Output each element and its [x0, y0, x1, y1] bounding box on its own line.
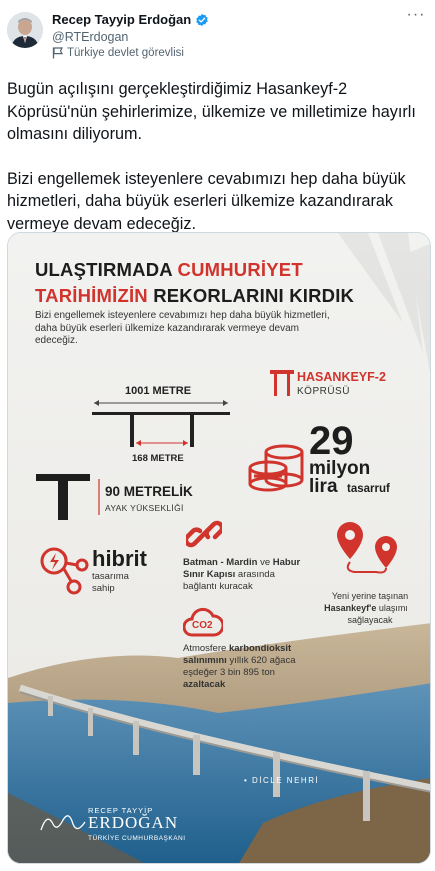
- savings-unit-lira: lira: [309, 476, 338, 497]
- route-line-1: [183, 557, 300, 569]
- co2-line-2: [183, 655, 295, 667]
- signature-title: TÜRKİYE CUMHURBAŞKANI: [88, 835, 186, 842]
- infographic-subtitle: Bizi engellemek isteyenlere cevabımızı hep daha büyük hizmetleri, daha büyük eserleri ülkemize kazandırarak vermeye devam edeceğiz.: [35, 310, 330, 346]
- tweet-text: [7, 78, 425, 235]
- title-line1-red: CUMHURİYET: [177, 259, 303, 280]
- tweet-media-infographic[interactable]: [7, 232, 431, 864]
- infographic-title-line-1: [35, 259, 303, 281]
- savings-unit-million: milyon: [309, 458, 371, 479]
- route-line1-c: Habur: [272, 557, 301, 568]
- account-label-text: Türkiye devlet görevlisi: [67, 47, 184, 59]
- infographic-title-line-2: [35, 285, 354, 307]
- tweet-paragraph-1: Bugün açılışını gerçekleştirdiğimiz Hasankeyf-2 Köprüsü'nün şehirlerimize, ülkemize ve milletimize hayırlı olmasını diliyorum.: [7, 80, 416, 143]
- savings-word: tasarruf: [347, 483, 390, 495]
- tweet-paragraph-2: Bizi engellemek isteyenlere cevabımızı hep daha büyük hizmetleri, daha büyük eserleri ülkemize kazandırarak vermeye devam edeceğiz.: [7, 169, 406, 233]
- author-handle[interactable]: @RTErdogan: [52, 30, 129, 44]
- author-name[interactable]: Recep Tayyip Erdoğan: [52, 12, 192, 27]
- route-line-2: [183, 569, 275, 581]
- co2-line-4: azaltacak: [183, 679, 226, 690]
- bridge-length-label: 1001 METRE: [125, 385, 192, 397]
- title-line2-red: TARİHİMİZİN: [35, 285, 148, 306]
- relocation-line-1: Yeni yerine taşınan: [331, 591, 409, 601]
- signature-mark: [38, 808, 88, 838]
- pier-height-caption: AYAK YÜKSEKLİĞİ: [105, 503, 184, 513]
- hybrid-network-icon: [36, 543, 90, 597]
- account-label[interactable]: [52, 47, 184, 59]
- bridge-word: KÖPRÜSÜ: [297, 386, 350, 397]
- relocation-line-2: [306, 602, 426, 614]
- author-row: [52, 12, 209, 27]
- river-label: • DİCLE NEHRİ: [244, 776, 320, 785]
- bridge-name: HASANKEYF-2: [297, 370, 386, 384]
- coin-stack-icon: [246, 442, 308, 496]
- map-pin-icon: [336, 522, 406, 580]
- hybrid-line-1: tasarıma: [92, 571, 129, 582]
- route-line2-a: Sınır Kapısı: [183, 569, 236, 580]
- co2-line-3: eşdeğer 3 bin 895 ton: [183, 667, 275, 678]
- relocation-line2-b: ulaşımı: [376, 603, 408, 613]
- co2-label: CO2: [192, 620, 213, 631]
- relocation-line2-a: Hasankeyf'e: [324, 603, 377, 613]
- co2-line1-b: karbondioksit: [228, 643, 292, 654]
- route-line1-b: ve: [257, 557, 273, 568]
- co2-line-1: [183, 643, 291, 655]
- signature-name-top: RECEP TAYYİP: [88, 806, 154, 815]
- route-line1-a: Batman - Mardin: [183, 557, 258, 568]
- more-icon[interactable]: ···: [406, 6, 426, 23]
- route-line2-b: arasında: [235, 569, 275, 580]
- relocation-line-3: sağlayacak: [347, 615, 393, 625]
- bridge-t-icon: [270, 370, 294, 396]
- pier-height-value: 90 METRELİK: [105, 484, 193, 499]
- bridge-diagram: [90, 397, 232, 457]
- savings-number: 29: [309, 419, 354, 463]
- avatar-photo: [7, 12, 43, 48]
- hybrid-line-2: sahip: [92, 583, 115, 594]
- title-line1-black: ULAŞTIRMADA: [35, 259, 173, 280]
- span-length-label: 168 METRE: [132, 453, 184, 464]
- co2-line1-a: Atmosfere: [183, 643, 229, 654]
- government-flag-icon: [52, 47, 63, 59]
- title-line2-black: REKORLARINI KIRDIK: [153, 285, 355, 306]
- co2-line2-b: yıllık 620 ağaca: [226, 655, 296, 666]
- signature-name-big: ERDOĞAN: [88, 813, 179, 832]
- chain-link-icon: [186, 516, 222, 552]
- co2-line2-a: salınımını: [183, 655, 227, 666]
- hybrid-word: hibrit: [92, 546, 147, 571]
- pier-t-icon: [36, 474, 90, 520]
- tweet-header: [0, 0, 435, 66]
- avatar[interactable]: [7, 12, 43, 48]
- pier-height-arrow: [96, 477, 102, 517]
- route-line-3: bağlantı kuracak: [183, 581, 253, 592]
- verified-badge-icon: [195, 13, 209, 27]
